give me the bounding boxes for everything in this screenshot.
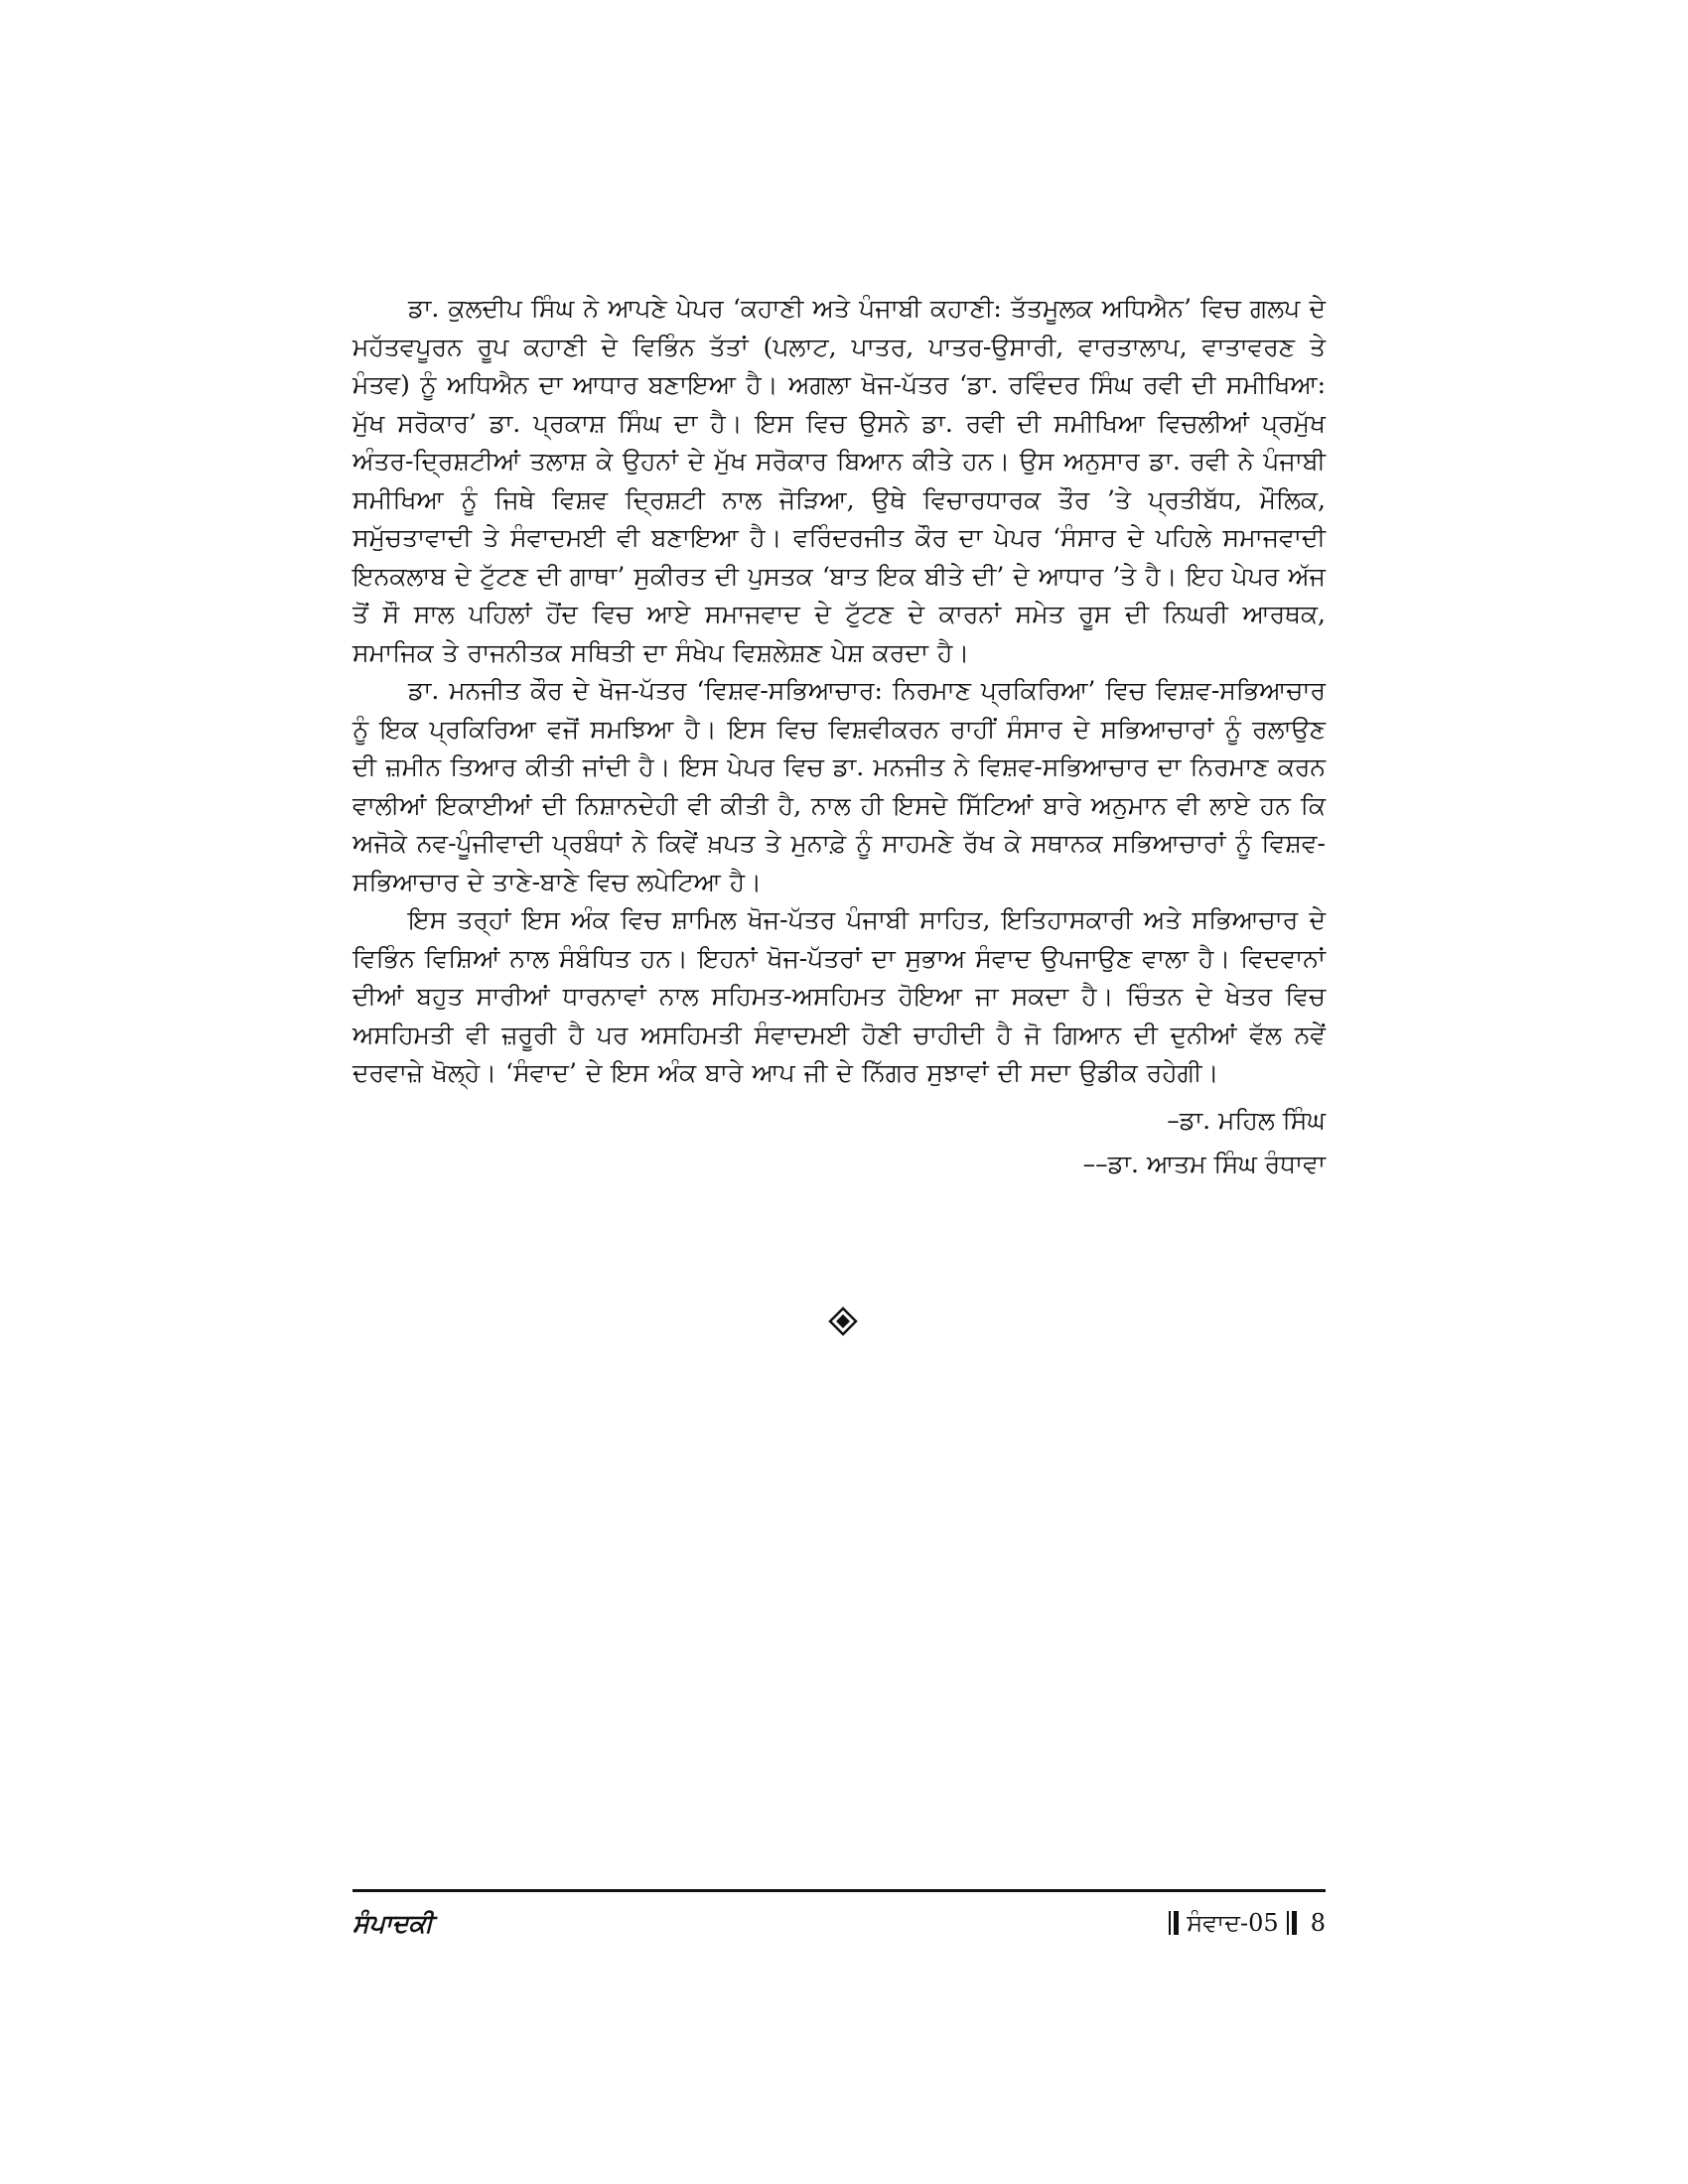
paragraph-3: ਇਸ ਤਰ੍ਹਾਂ ਇਸ ਅੰਕ ਵਿਚ ਸ਼ਾਮਿਲ ਖੋਜ-ਪੱਤਰ ਪੰਜਾਬੀ ਸਾਹਿਤ, ਇਤਿਹਾਸਕਾਰੀ ਅਤੇ ਸਭਿਆਚਾਰ ਦੇ ਵਿਭਿੰਨ ਵਿਸ਼ਿਆਂ ਨਾਲ ਸੰਬੰਧਿਤ ਹਨ। ਇਹਨਾਂ ਖੋਜ-ਪੱਤਰਾਂ ਦਾ ਸੁਭਾਅ ਸੰਵਾਦ ਉਪਜਾਉਣ ਵਾਲਾ ਹੈ। ਵਿਦਵਾਨਾਂ ਦੀਆਂ ਬਹੁਤ ਸਾਰੀਆਂ ਧਾਰਨਾਵਾਂ ਨਾਲ ਸਹਿਮਤ-ਅਸਹਿਮਤ ਹੋਇਆ ਜਾ ਸਕਦਾ ਹੈ। ਚਿੰਤਨ ਦੇ ਖੇਤਰ ਵਿਚ ਅਸਹਿਮਤੀ ਵੀ ਜ਼ਰੂਰੀ ਹੈ ਪਰ ਅਸਹਿਮਤੀ ਸੰਵਾਦਮਈ ਹੋਣੀ ਚਾਹੀਦੀ ਹੈ ਜੋ ਗਿਆਨ ਦੀ ਦੁਨੀਆਂ ਵੱਲ ਨਵੇਂ ਦਰਵਾਜ਼ੇ ਖੋਲ੍ਹੇ। ‘ਸੰਵਾਦ’ ਦੇ ਇਸ ਅੰਕ ਬਾਰੇ ਆਪ ਜੀ ਦੇ ਨਿੱਗਰ ਸੁਝਾਵਾਂ ਦੀ ਸਦਾ ਉਡੀਕ ਰਹੇਗੀ। xyxy=(352,905,1326,1087)
footer-journal-info xyxy=(1169,1909,1326,1937)
signature-2: ––ਡਾ. ਆਤਮ ਸਿੰਘ ਰੰਧਾਵਾ xyxy=(1082,1149,1326,1178)
footer-section-title: ਸੰਪਾਦਕੀ xyxy=(352,1909,434,1938)
signature-1: –ਡਾ. ਮਹਿਲ ਸਿੰਘ xyxy=(1167,1105,1326,1135)
bars-left-icon xyxy=(1169,1911,1179,1935)
paragraph-1: ਡਾ. ਕੁਲਦੀਪ ਸਿੰਘ ਨੇ ਆਪਣੇ ਪੇਪਰ ‘ਕਹਾਣੀ ਅਤੇ ਪੰਜਾਬੀ ਕਹਾਣੀ: ਤੱਤਮੂਲਕ ਅਧਿਐਨ’ ਵਿਚ ਗਲਪ ਦੇ ਮਹੱਤਵਪੂਰਨ ਰੂਪ ਕਹਾਣੀ ਦੇ ਵਿਭਿੰਨ ਤੱਤਾਂ (ਪਲਾਟ, ਪਾਤਰ, ਪਾਤਰ-ਉਸਾਰੀ, ਵਾਰਤਾਲਾਪ, ਵਾਤਾਵਰਣ ਤੇ ਮੰਤਵ) ਨੂੰ ਅਧਿਐਨ ਦਾ ਆਧਾਰ ਬਣਾਇਆ ਹੈ। ਅਗਲਾ ਖੋਜ-ਪੱਤਰ ‘ਡਾ. ਰਵਿੰਦਰ ਸਿੰਘ ਰਵੀ ਦੀ ਸਮੀਖਿਆ: ਮੁੱਖ ਸਰੋਕਾਰ’ ਡਾ. ਪ੍ਰਕਾਸ਼ ਸਿੰਘ ਦਾ ਹੈ। ਇਸ ਵਿਚ ਉਸਨੇ ਡਾ. ਰਵੀ ਦੀ ਸਮੀਖਿਆ ਵਿਚਲੀਆਂ ਪ੍ਰਮੁੱਖ ਅੰਤਰ-ਦ੍ਰਿਸ਼ਟੀਆਂ ਤਲਾਸ਼ ਕੇ ਉਹਨਾਂ ਦੇ ਮੁੱਖ ਸਰੋਕਾਰ ਬਿਆਨ ਕੀਤੇ ਹਨ। ਉਸ ਅਨੁਸਾਰ ਡਾ. ਰਵੀ ਨੇ ਪੰਜਾਬੀ ਸਮੀਖਿਆ ਨੂੰ ਜਿਥੇ ਵਿਸ਼ਵ ਦ੍ਰਿਸ਼ਟੀ ਨਾਲ ਜੋੜਿਆ, ਉਥੇ ਵਿਚਾਰਧਾਰਕ ਤੌਰ ’ਤੇ ਪ੍ਰਤੀਬੱਧ, ਮੌਲਿਕ, ਸਮੁੱਚਤਾਵਾਦੀ ਤੇ ਸੰਵਾਦਮਈ ਵੀ ਬਣਾਇਆ ਹੈ। ਵਰਿੰਦਰਜੀਤ ਕੌਰ ਦਾ ਪੇਪਰ ‘ਸੰਸਾਰ ਦੇ ਪਹਿਲੇ ਸਮਾਜਵਾਦੀ ਇਨਕਲਾਬ ਦੇ ਟੁੱਟਣ ਦੀ ਗਾਥਾ’ ਸੁਕੀਰਤ ਦੀ ਪੁਸਤਕ ‘ਬਾਤ ਇਕ ਬੀਤੇ ਦੀ’ ਦੇ ਆਧਾਰ ’ਤੇ ਹੈ। ਇਹ ਪੇਪਰ ਅੱਜ ਤੋਂ ਸੌ ਸਾਲ ਪਹਿਲਾਂ ਹੋਂਦ ਵਿਚ ਆਏ ਸਮਾਜਵਾਦ ਦੇ ਟੁੱਟਣ ਦੇ ਕਾਰਨਾਂ ਸਮੇਤ ਰੂਸ ਦੀ ਨਿਘਰੀ ਆਰਥਕ, ਸਮਾਜਿਕ ਤੇ ਰਾਜਨੀਤਕ ਸਥਿਤੀ ਦਾ ਸੰਖੇਪ ਵਿਸ਼ਲੇਸ਼ਣ ਪੇਸ਼ ਕਰਦਾ ਹੈ। xyxy=(352,294,1326,667)
footer-divider xyxy=(352,1889,1326,1892)
journal-name: ਸੰਵਾਦ-05 xyxy=(1187,1909,1279,1937)
paragraph-2: ਡਾ. ਮਨਜੀਤ ਕੌਰ ਦੇ ਖੋਜ-ਪੱਤਰ ‘ਵਿਸ਼ਵ-ਸਭਿਆਚਾਰ: ਨਿਰਮਾਣ ਪ੍ਰਕਿਰਿਆ’ ਵਿਚ ਵਿਸ਼ਵ-ਸਭਿਆਚਾਰ ਨੂੰ ਇਕ ਪ੍ਰਕਿਰਿਆ ਵਜੋਂ ਸਮਝਿਆ ਹੈ। ਇਸ ਵਿਚ ਵਿਸ਼ਵੀਕਰਨ ਰਾਹੀਂ ਸੰਸਾਰ ਦੇ ਸਭਿਆਚਾਰਾਂ ਨੂੰ ਰਲਾਉਣ ਦੀ ਜ਼ਮੀਨ ਤਿਆਰ ਕੀਤੀ ਜਾਂਦੀ ਹੈ। ਇਸ ਪੇਪਰ ਵਿਚ ਡਾ. ਮਨਜੀਤ ਨੇ ਵਿਸ਼ਵ-ਸਭਿਆਚਾਰ ਦਾ ਨਿਰਮਾਣ ਕਰਨ ਵਾਲੀਆਂ ਇਕਾਈਆਂ ਦੀ ਨਿਸ਼ਾਨਦੇਹੀ ਵੀ ਕੀਤੀ ਹੈ, ਨਾਲ ਹੀ ਇਸਦੇ ਸਿੱਟਿਆਂ ਬਾਰੇ ਅਨੁਮਾਨ ਵੀ ਲਾਏ ਹਨ ਕਿ ਅਜੋਕੇ ਨਵ-ਪੂੰਜੀਵਾਦੀ ਪ੍ਰਬੰਧਾਂ ਨੇ ਕਿਵੇਂ ਖ਼ਪਤ ਤੇ ਮੁਨਾਫ਼ੇ ਨੂੰ ਸਾਹਮਣੇ ਰੱਖ ਕੇ ਸਥਾਨਕ ਸਭਿਆਚਾਰਾਂ ਨੂੰ ਵਿਸ਼ਵ-ਸਭਿਆਚਾਰ ਦੇ ਤਾਣੇ-ਬਾਣੇ ਵਿਚ ਲਪੇਟਿਆ ਹੈ। xyxy=(352,676,1326,896)
editorial-body xyxy=(352,290,1326,1186)
bars-right-icon xyxy=(1287,1911,1297,1935)
page-number: 8 xyxy=(1310,1909,1326,1937)
diamond-ornament-icon xyxy=(828,1306,858,1336)
